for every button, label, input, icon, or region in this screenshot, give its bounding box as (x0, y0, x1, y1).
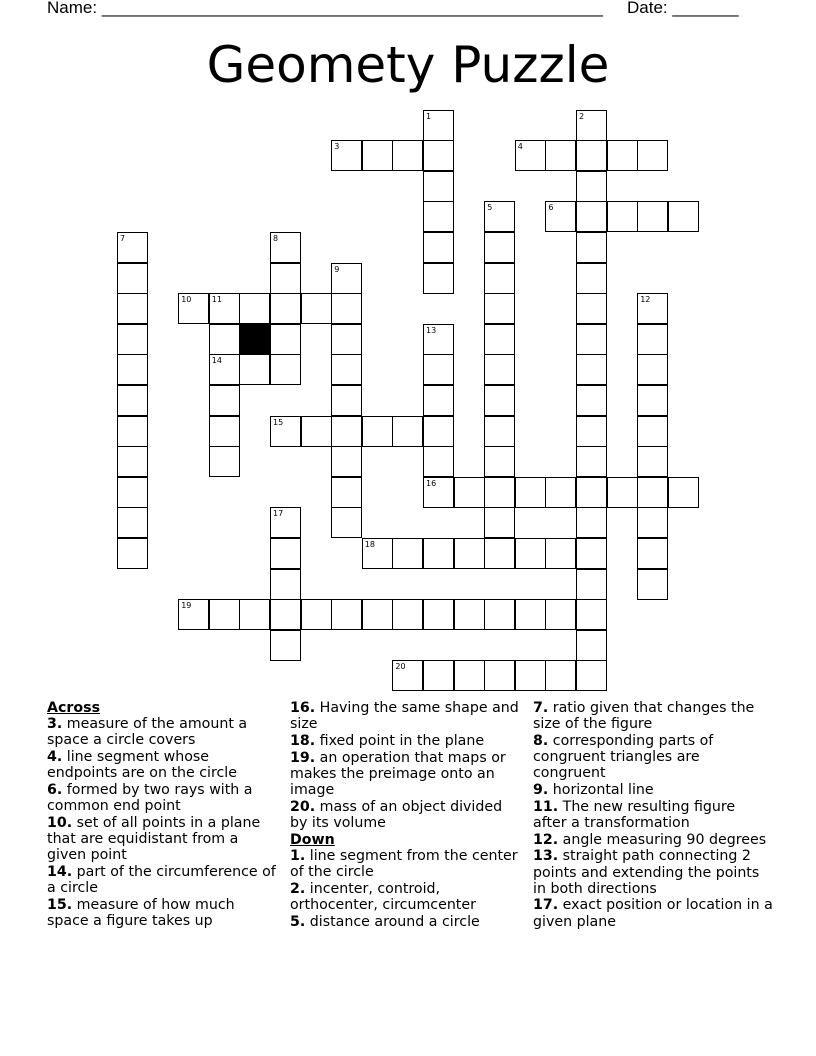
clue-text: angle measuring 90 degrees (558, 831, 767, 848)
grid-cell[interactable] (209, 354, 240, 385)
down-clue (290, 848, 522, 880)
grid-cell[interactable] (668, 477, 699, 508)
clue-number: 20 (395, 662, 406, 672)
clue-number-label: 3. (47, 716, 63, 733)
clue-number: 9 (334, 264, 340, 274)
grid-cell[interactable] (637, 569, 668, 600)
clue-text: The new resulting figure after a transformation (533, 798, 736, 831)
clue-text: measure of how much space a figure takes up (47, 896, 235, 930)
grid-cell[interactable] (484, 293, 515, 324)
grid-cell[interactable] (362, 599, 393, 630)
grid-cell[interactable] (270, 324, 301, 355)
down-clue (533, 848, 773, 897)
grid-cell[interactable] (423, 324, 454, 355)
clue-text: incenter, controid, orthocenter, circumcenter (290, 880, 476, 913)
grid-cell[interactable] (270, 416, 301, 447)
grid-cell[interactable] (545, 538, 576, 569)
grid-cell[interactable] (392, 416, 423, 447)
grid-cell[interactable] (117, 354, 148, 385)
clue-text: measure of the amount a space a circle covers (47, 716, 248, 749)
clue-number: 3 (334, 142, 340, 152)
down-clue (533, 897, 773, 929)
grid-cell[interactable] (515, 599, 546, 630)
clue-number-label: 6. (47, 782, 63, 799)
grid-cell[interactable] (515, 660, 546, 691)
grid-cell[interactable] (117, 385, 148, 416)
across-clue (47, 782, 279, 814)
grid-cell[interactable] (209, 446, 240, 477)
clue-number-label: 19. (290, 749, 316, 766)
clue-text: ratio given that changes the size of the figure (533, 700, 755, 733)
grid-cell[interactable] (423, 171, 454, 202)
clue-number-label: 10. (47, 814, 73, 831)
grid-cell[interactable] (209, 293, 240, 324)
down-heading: Down (290, 831, 335, 848)
clues-column-2 (290, 700, 522, 930)
across-clue (290, 733, 522, 749)
grid-cell[interactable] (637, 354, 668, 385)
across-clue-list-continued (290, 700, 522, 831)
grid-cell[interactable] (301, 416, 332, 447)
grid-cell[interactable] (637, 293, 668, 324)
clue-number-label: 17. (533, 897, 559, 914)
grid-cell[interactable] (484, 354, 515, 385)
clue-number: 15 (273, 417, 284, 427)
grid-cell[interactable] (301, 293, 332, 324)
grid-cell[interactable] (576, 140, 607, 171)
grid-cell[interactable] (178, 599, 209, 630)
grid-cell[interactable] (209, 599, 240, 630)
clue-number-label: 7. (533, 700, 549, 716)
grid-cell[interactable] (484, 416, 515, 447)
grid-cell[interactable] (270, 293, 301, 324)
grid-cell[interactable] (331, 507, 362, 538)
down-clue-list-continued (533, 700, 773, 930)
grid-cell[interactable] (576, 263, 607, 294)
grid-cell[interactable] (607, 477, 638, 508)
grid-cell[interactable] (637, 416, 668, 447)
grid-cell[interactable] (454, 477, 485, 508)
grid-cell[interactable] (331, 477, 362, 508)
clue-number: 16 (426, 478, 437, 488)
grid-cell[interactable] (576, 171, 607, 202)
clue-number-label: 12. (533, 831, 559, 848)
grid-cell[interactable] (209, 385, 240, 416)
grid-cell[interactable] (484, 232, 515, 263)
grid-cell[interactable] (545, 201, 576, 232)
grid-cell[interactable] (545, 660, 576, 691)
clue-number-label: 8. (533, 732, 549, 749)
name-line: _____________________________________________________ (101, 0, 603, 17)
name-label: Name: (47, 0, 98, 17)
clue-text: formed by two rays with a common end point (47, 782, 253, 815)
grid-cell[interactable] (423, 110, 454, 141)
clue-number: 8 (273, 233, 279, 243)
clue-number-label: 9. (533, 782, 549, 799)
clue-number: 4 (517, 142, 523, 152)
grid-cell[interactable] (576, 538, 607, 569)
clue-text: exact position or location in a given plane (533, 897, 773, 930)
grid-cell[interactable] (423, 140, 454, 171)
grid-cell[interactable] (270, 232, 301, 263)
grid-cell[interactable] (270, 263, 301, 294)
across-clue (47, 749, 279, 781)
grid-cell[interactable] (331, 140, 362, 171)
clue-number-label: 2. (290, 880, 306, 897)
grid-cell[interactable] (423, 263, 454, 294)
grid-cell[interactable] (117, 293, 148, 324)
clue-text: set of all points in a plane that are equidistant from a given point (47, 814, 261, 864)
grid-cell[interactable] (331, 263, 362, 294)
grid-cell[interactable] (637, 446, 668, 477)
across-clue (47, 716, 279, 748)
clue-number: 13 (426, 325, 437, 335)
grid-cell[interactable] (423, 599, 454, 630)
grid-cell[interactable] (239, 293, 270, 324)
grid-cell[interactable] (423, 416, 454, 447)
grid-cell[interactable] (362, 140, 393, 171)
clue-number-label: 11. (533, 798, 559, 815)
clue-number-label: 14. (47, 864, 73, 881)
grid-cell[interactable] (423, 385, 454, 416)
clue-number: 10 (181, 295, 192, 305)
clue-number: 14 (211, 356, 222, 366)
clue-text: horizontal line (548, 782, 654, 799)
down-clue (533, 700, 773, 732)
grid-cell[interactable] (117, 416, 148, 447)
grid-cell[interactable] (392, 599, 423, 630)
grid-cell[interactable] (576, 293, 607, 324)
grid-cell[interactable] (484, 538, 515, 569)
clue-number: 7 (120, 233, 126, 243)
clue-number: 1 (426, 111, 432, 121)
grid-cell[interactable] (392, 538, 423, 569)
grid-cell[interactable] (331, 324, 362, 355)
grid-cell[interactable] (576, 446, 607, 477)
grid-cell[interactable] (117, 477, 148, 508)
grid-cell[interactable] (637, 477, 668, 508)
grid-cell[interactable] (576, 416, 607, 447)
clue-number: 11 (211, 295, 222, 305)
grid-cell[interactable] (454, 599, 485, 630)
grid-cell[interactable] (484, 201, 515, 232)
grid-cell[interactable] (576, 232, 607, 263)
grid-cell[interactable] (117, 538, 148, 569)
date-label: Date: (627, 0, 668, 17)
grid-cell[interactable] (423, 232, 454, 263)
grid-cell[interactable] (576, 354, 607, 385)
grid-cell[interactable] (668, 201, 699, 232)
down-clue (533, 733, 773, 782)
down-clue (533, 782, 773, 798)
grid-cell[interactable] (637, 140, 668, 171)
grid-cell[interactable] (423, 446, 454, 477)
grid-cell[interactable] (576, 110, 607, 141)
clue-number-label: 13. (533, 848, 559, 865)
grid-cell[interactable] (239, 599, 270, 630)
clue-text: line segment whose endpoints are on the circle (47, 749, 237, 782)
grid-cell[interactable] (454, 538, 485, 569)
clue-number-label: 15. (47, 896, 73, 913)
grid-cell[interactable] (117, 324, 148, 355)
clue-text: part of the circumference of a circle (47, 864, 276, 897)
grid-cell[interactable] (484, 263, 515, 294)
grid-cell[interactable] (423, 660, 454, 691)
grid-cell[interactable] (576, 599, 607, 630)
grid-cell[interactable] (270, 599, 301, 630)
down-clue (533, 832, 773, 848)
across-heading: Across (47, 700, 101, 716)
clue-text: corresponding parts of congruent triangles are congruent (533, 732, 714, 782)
grid-cell[interactable] (270, 538, 301, 569)
across-clue-list (47, 716, 279, 929)
grid-cell[interactable] (484, 599, 515, 630)
page-title: Geomety Puzzle (206, 36, 610, 94)
grid-cell[interactable] (576, 324, 607, 355)
grid-cell[interactable] (607, 140, 638, 171)
grid-cell[interactable] (270, 507, 301, 538)
grid-cell[interactable] (270, 569, 301, 600)
across-clue (47, 815, 279, 864)
grid-cell[interactable] (270, 354, 301, 385)
clue-number-label: 16. (290, 700, 316, 716)
grid-cell[interactable] (484, 446, 515, 477)
across-clue (290, 750, 522, 799)
grid-cell[interactable] (515, 538, 546, 569)
grid-cell[interactable] (576, 385, 607, 416)
grid-cell[interactable] (576, 660, 607, 691)
grid-cell[interactable] (392, 140, 423, 171)
clue-text: mass of an object divided by its volume (290, 798, 503, 831)
grid-cell[interactable] (331, 293, 362, 324)
across-clue (47, 897, 279, 929)
down-clue (290, 881, 522, 913)
clue-number-label: 18. (290, 732, 316, 749)
date-line: _______ (672, 0, 739, 17)
grid-cell[interactable] (423, 477, 454, 508)
clue-number-label: 4. (47, 749, 63, 766)
grid-cell[interactable] (362, 538, 393, 569)
grid-cell[interactable] (117, 446, 148, 477)
grid-cell[interactable] (209, 416, 240, 447)
clue-number-label: 20. (290, 798, 316, 815)
grid-cell[interactable] (484, 477, 515, 508)
grid-cell[interactable] (239, 354, 270, 385)
grid-cell[interactable] (484, 660, 515, 691)
clue-number: 6 (548, 203, 554, 213)
clue-number: 5 (487, 203, 493, 213)
grid-cell[interactable] (178, 293, 209, 324)
clue-text: Having the same shape and size (290, 700, 519, 733)
grid-cell[interactable] (331, 416, 362, 447)
grid-cell[interactable] (423, 201, 454, 232)
clues-column-3 (533, 700, 773, 930)
grid-cell[interactable] (545, 477, 576, 508)
clue-number: 17 (273, 509, 284, 519)
grid-cell[interactable] (576, 201, 607, 232)
grid-cell[interactable] (423, 354, 454, 385)
grid-cell[interactable] (576, 630, 607, 661)
across-clue (47, 864, 279, 896)
clue-number-label: 1. (290, 847, 306, 864)
grid-cell[interactable] (331, 599, 362, 630)
clue-text: fixed point in the plane (315, 732, 485, 749)
grid-cell[interactable] (331, 385, 362, 416)
grid-cell[interactable] (117, 507, 148, 538)
grid-cell[interactable] (117, 232, 148, 263)
clue-number: 2 (579, 111, 585, 121)
grid-cell[interactable] (423, 538, 454, 569)
grid-cell[interactable] (576, 477, 607, 508)
clue-number-label: 5. (290, 913, 306, 930)
grid-cell[interactable] (270, 630, 301, 661)
grid-cell[interactable] (637, 507, 668, 538)
grid-cell[interactable] (209, 324, 240, 355)
grid-cell[interactable] (515, 477, 546, 508)
grid-cell[interactable] (454, 660, 485, 691)
grid-cell[interactable] (545, 599, 576, 630)
clue-number: 12 (640, 295, 651, 305)
grid-cell[interactable] (117, 263, 148, 294)
across-clue (290, 700, 522, 732)
grid-cell[interactable] (576, 569, 607, 600)
grid-cell[interactable] (515, 140, 546, 171)
clue-number: 19 (181, 601, 192, 611)
grid-cell[interactable] (362, 416, 393, 447)
clue-text: straight path connecting 2 points and extending the points in both directions (533, 848, 760, 897)
grid-cell[interactable] (545, 140, 576, 171)
clues-column-1 (47, 700, 279, 930)
grid-cell[interactable] (331, 446, 362, 477)
grid-cell[interactable] (484, 385, 515, 416)
clue-text: line segment from the center of the circle (290, 847, 518, 881)
grid-cell[interactable] (301, 599, 332, 630)
grid-cell[interactable] (484, 507, 515, 538)
grid-cell[interactable] (331, 354, 362, 385)
clue-text: distance around a circle (305, 913, 480, 930)
grid-cell[interactable] (484, 324, 515, 355)
black-cell (239, 324, 270, 355)
grid-cell[interactable] (637, 201, 668, 232)
grid-cell[interactable] (392, 660, 423, 691)
grid-cell[interactable] (576, 507, 607, 538)
across-clue (290, 799, 522, 831)
grid-cell[interactable] (637, 324, 668, 355)
down-clue-list (290, 848, 522, 930)
grid-cell[interactable] (607, 201, 638, 232)
grid-cell[interactable] (637, 385, 668, 416)
down-clue (290, 914, 522, 930)
grid-cell[interactable] (637, 538, 668, 569)
clue-number: 18 (364, 539, 375, 549)
clue-text: an operation that maps or makes the preimage onto an image (290, 749, 506, 799)
down-clue (533, 799, 773, 831)
